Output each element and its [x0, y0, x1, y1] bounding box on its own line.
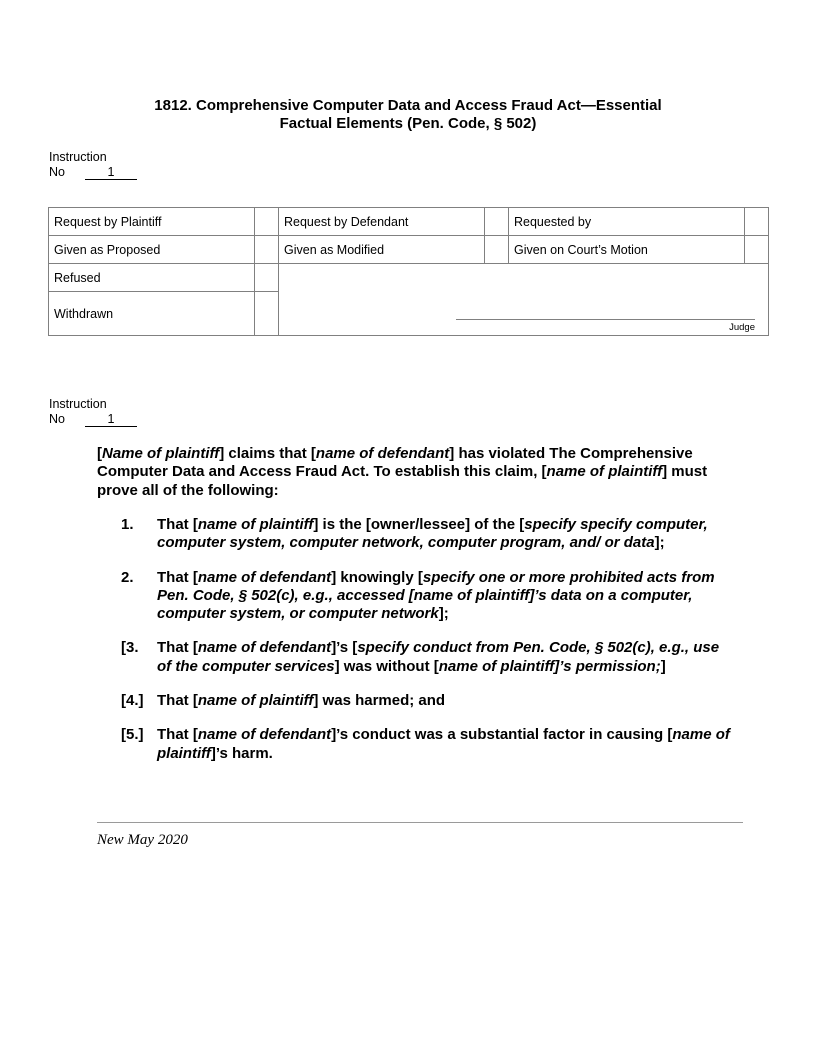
item-number: 2.	[121, 568, 134, 586]
judge-signature-line[interactable]	[456, 319, 755, 320]
given-as-modified-label: Given as Modified	[279, 236, 485, 264]
instruction-no-label: No	[49, 412, 65, 426]
list-item: [3. That [name of defendant]’s [specify conduct from Pen. Code, § 502(c), e.g., use of the computer services] was without [name of plaintiff]’s permission;]	[121, 639, 720, 675]
list-item: [4.] That [name of plaintiff] was harmed; and	[121, 692, 446, 710]
instruction-number: 1	[85, 166, 137, 180]
given-on-courts-motion-label: Given on Court’s Motion	[509, 236, 745, 264]
page-title	[0, 97, 816, 133]
footer-divider	[97, 822, 743, 823]
given-on-courts-motion-checkbox[interactable]	[745, 236, 769, 264]
instruction-intro: [Name of plaintiff] claims that [name of defendant] has violated The Comprehensive Computer Data and Access Fraud Act. To establish this claim, [name of plaintiff] must prove all of the following:	[97, 445, 708, 499]
request-by-plaintiff-label: Request by Plaintiff	[49, 208, 255, 236]
instruction-label: Instruction	[49, 397, 107, 411]
requested-by-label: Requested by	[509, 208, 745, 236]
elements-list	[97, 516, 737, 779]
given-as-proposed-label: Given as Proposed	[49, 236, 255, 264]
instruction-label: Instruction	[49, 150, 107, 164]
title-line-1: 1812. Comprehensive Computer Data and Access Fraud Act—Essential	[154, 97, 662, 114]
given-as-proposed-checkbox[interactable]	[255, 236, 279, 264]
request-by-defendant-checkbox[interactable]	[485, 208, 509, 236]
request-by-defendant-label: Request by Defendant	[279, 208, 485, 236]
footer-date: New May 2020	[97, 832, 188, 848]
instruction-number-top	[49, 150, 137, 180]
item-number: [5.]	[121, 726, 144, 744]
request-table	[48, 207, 769, 336]
judge-label: Judge	[729, 322, 755, 333]
judge-signature-area	[279, 264, 769, 336]
item-number: [4.]	[121, 692, 144, 710]
instruction-number: 1	[85, 413, 137, 427]
instruction-no-label: No	[49, 165, 65, 179]
requested-by-checkbox[interactable]	[745, 208, 769, 236]
list-item: 1. That [name of plaintiff] is the [owner/lessee] of the [specify specify computer, computer system, computer network, computer program, and/ or data];	[121, 516, 708, 552]
list-item: [5.] That [name of defendant]’s conduct was a substantial factor in causing [name of plaintiff]’s harm.	[121, 726, 730, 762]
refused-label: Refused	[49, 264, 255, 292]
withdrawn-checkbox[interactable]	[255, 292, 279, 336]
refused-checkbox[interactable]	[255, 264, 279, 292]
instruction-number-bottom	[49, 397, 137, 427]
list-item: 2. That [name of defendant] knowingly [specify one or more prohibited acts from Pen. Code, § 502(c), e.g., accessed [name of plaintiff]’s data on a computer, computer system, or computer network];	[121, 568, 715, 623]
item-number: 1.	[121, 516, 134, 533]
withdrawn-label: Withdrawn	[49, 292, 255, 336]
given-as-modified-checkbox[interactable]	[485, 236, 509, 264]
title-line-2: Factual Elements (Pen. Code, § 502)	[279, 115, 537, 132]
request-by-plaintiff-checkbox[interactable]	[255, 208, 279, 236]
item-number: [3.	[121, 639, 139, 657]
